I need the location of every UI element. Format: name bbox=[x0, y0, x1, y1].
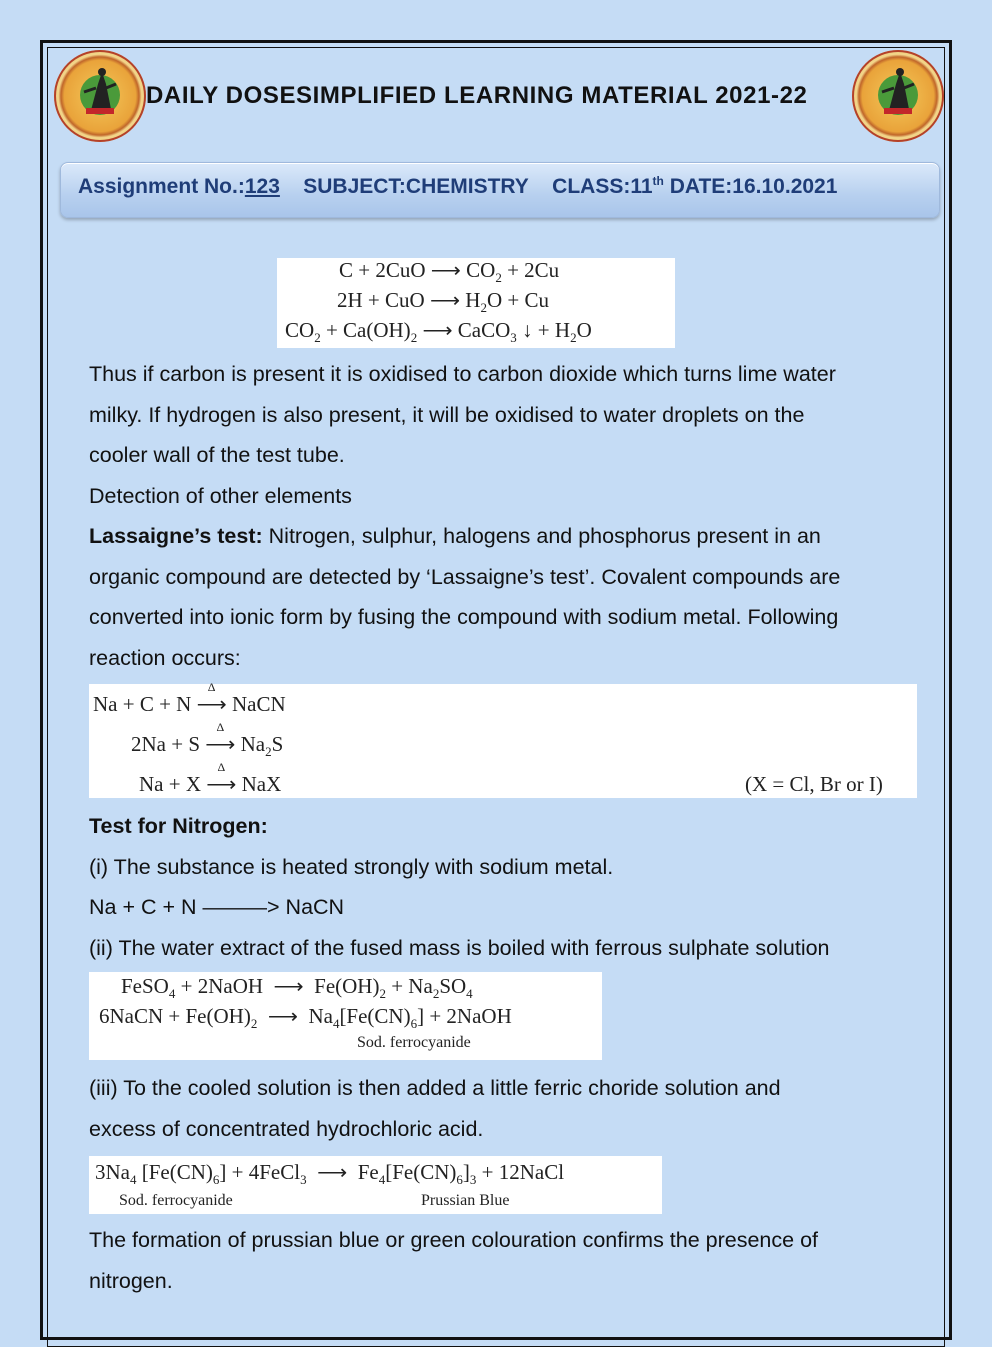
class: CLASS:11 bbox=[552, 175, 653, 198]
assignment-label: Assignment No.: bbox=[78, 175, 245, 198]
conclusion: The formation of prussian blue or green colouration confirms the presence of nitrogen. bbox=[89, 1228, 819, 1293]
equation-row: $CO_2 + Ca(OH)_2$ ⟶ CaCO$_3$ ↓ + $H_2O$ bbox=[285, 318, 592, 346]
halogen-note: (X = Cl, Br or I) bbox=[745, 772, 883, 796]
class-suffix: th bbox=[652, 174, 664, 188]
date: DATE:16.10.2021 bbox=[669, 175, 838, 198]
nitrogen-test: Test for Nitrogen: (i) The substance is heated strongly with sodium metal. Na + C + N ———> NaCN (ii) The water extract of the fused mass is boiled with ferrous sulphate solution bbox=[89, 814, 830, 960]
paragraph-carbon: Thus if carbon is present it is oxidised to carbon dioxide which turns lime water milky. If hydrogen is also present, it will be oxidised to water droplets on the cooler wall of the test tube. Detection of other elements Lassaigne’s test: Nitrogen, sulphur, halogens and phosphorus present in an organic compound are detected by ‘Lassaigne’s test’. Covalent compounds are converted into ionic form by fusing the compound with sodium metal. Following reaction occurs: bbox=[89, 362, 841, 670]
subject: SUBJECT:CHEMISTRY bbox=[303, 175, 529, 198]
equation-row: Na + C + N ⟶ Δ NaCN bbox=[93, 680, 286, 716]
combustion-equations bbox=[277, 258, 675, 348]
equation-caption: Sod. ferrocyanide bbox=[119, 1192, 233, 1209]
assignment-number: 123 bbox=[244, 175, 280, 198]
ferrocyanide-equations bbox=[89, 972, 602, 1060]
equation-row: 2H + CuO ⟶ $H_2O + Cu$ bbox=[337, 288, 549, 316]
school-logo-left bbox=[54, 50, 146, 142]
school-logo-right bbox=[852, 50, 944, 142]
equation-caption: Prussian Blue bbox=[421, 1192, 510, 1209]
lassaigne-equations bbox=[89, 680, 917, 798]
lassaigne-heading: Lassaigne’s test: bbox=[89, 524, 263, 548]
equation-row: 6NaCN + $Fe(OH)_2$ ⟶ $Na_4[Fe(CN)_6]$ + 2NaOH bbox=[99, 1004, 512, 1032]
section-heading: Detection of other elements bbox=[89, 483, 352, 508]
equation-row: Na + X ⟶ Δ NaX bbox=[139, 760, 282, 796]
logo-figure-icon bbox=[874, 64, 922, 126]
assignment-info bbox=[78, 174, 837, 199]
equation-row: C + 2CuO ⟶ $CO_2 + 2Cu$ bbox=[339, 258, 560, 286]
nitrogen-heading: Test for Nitrogen: bbox=[89, 814, 268, 838]
page-title: DAILY DOSESIMPLIFIED LEARNING MATERIAL 2021-22 bbox=[146, 82, 808, 109]
logo-figure-icon bbox=[76, 64, 124, 126]
equation-caption: Sod. ferrocyanide bbox=[357, 1034, 471, 1051]
ferric-step: (iii) To the cooled solution is then added a little ferric choride solution and excess of concentrated hydrochloric acid. bbox=[89, 1076, 781, 1141]
prussian-blue-equation bbox=[89, 1156, 662, 1214]
equation-row: $3Na_4$ $[Fe(CN)_6]$ + 4FeCl$_3$ ⟶ $Fe_4[Fe(CN)_6]_3$ + 12NaCl bbox=[95, 1160, 565, 1188]
equation-row: 2Na + S ⟶ Δ $Na_2S$ bbox=[131, 720, 284, 760]
equation-row: FeSO$_4$ + 2NaOH ⟶ $Fe(OH)_2 + Na_2SO_4$ bbox=[121, 974, 473, 1002]
